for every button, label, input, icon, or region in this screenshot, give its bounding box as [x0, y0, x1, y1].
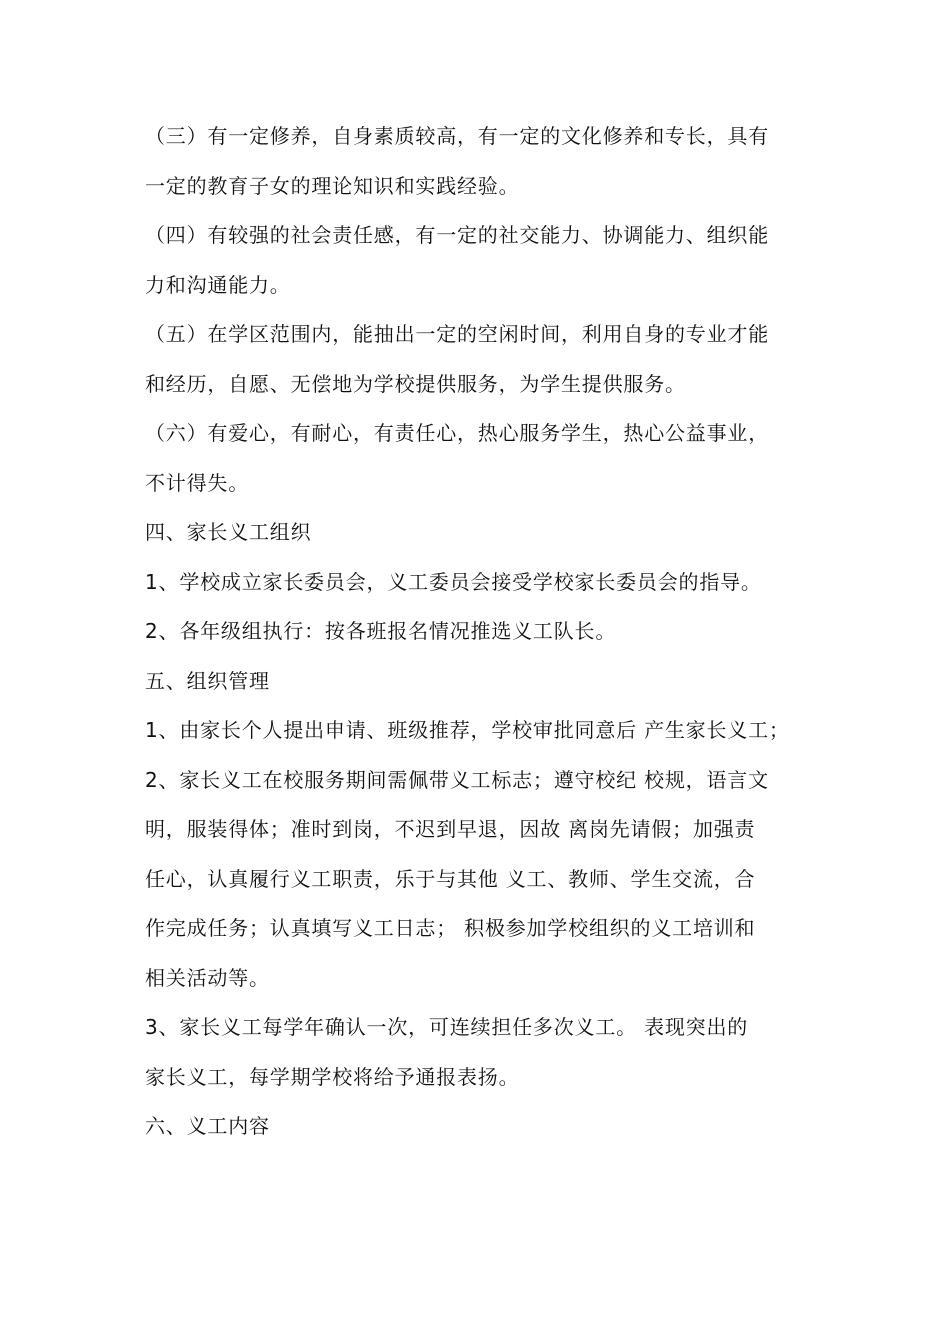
section-4-item-2: 2、各年级组执行：按各班报名情况推选义工队长。	[145, 619, 617, 643]
section-5-item-2-line-5: 相关活动等。	[145, 965, 270, 990]
paragraph-6-line-2: 不计得失。	[145, 470, 249, 495]
section-5-item-2-line-2: 明，服装得体；准时到岗，不迟到早退，因故 离岗先请假；加强责	[145, 817, 756, 841]
section-heading-6: 六、义工内容	[145, 1114, 270, 1138]
section-heading-5: 五、组织管理	[145, 668, 270, 693]
paragraph-5-line-2: 和经历，自愿、无偿地为学校提供服务，为学生提供服务。	[145, 371, 686, 396]
section-5-item-2-line-4: 作完成任务；认真填写义工日志； 积极参加学校组织的义工培训和	[145, 916, 756, 940]
paragraph-3-line-1: （三）有一定修养，自身素质较高，有一定的文化修养和专长，具有	[145, 124, 769, 148]
section-5-item-2-line-3: 任心，认真履行义工职责，乐于与其他 义工、教师、学生交流，合	[145, 866, 756, 891]
paragraph-4-line-1: （四）有较强的社会责任感，有一定的社交能力、协调能力、组织能	[145, 223, 769, 247]
section-5-item-2-line-1: 2、家长义工在校服务期间需佩带义工标志；遵守校纪 校规，语言文	[145, 767, 769, 792]
section-5-item-1: 1、由家长个人提出申请、班级推荐，学校审批同意后 产生家长义工；	[145, 718, 790, 742]
paragraph-6-line-1: （六）有爱心，有耐心，有责任心，热心服务学生，热心公益事业，	[145, 421, 769, 445]
paragraph-5-line-1: （五）在学区范围内，能抽出一定的空闲时间，利用自身的专业才能	[145, 322, 769, 346]
paragraph-3-line-2: 一定的教育子女的理论知识和实践经验。	[145, 173, 520, 198]
section-5-item-3-line-1: 3、家长义工每学年确认一次，可连续担任多次义工。 表现突出的	[145, 1015, 749, 1039]
document-body	[145, 112, 825, 1152]
section-heading-4: 四、家长义工组织	[145, 520, 312, 544]
section-4-item-1: 1、学校成立家长委员会，义工委员会接受学校家长委员会的指导。	[145, 569, 762, 594]
section-5-item-3-line-2: 家长义工，每学期学校将给予通报表扬。	[145, 1064, 520, 1089]
paragraph-4-line-2: 力和沟通能力。	[145, 272, 291, 297]
